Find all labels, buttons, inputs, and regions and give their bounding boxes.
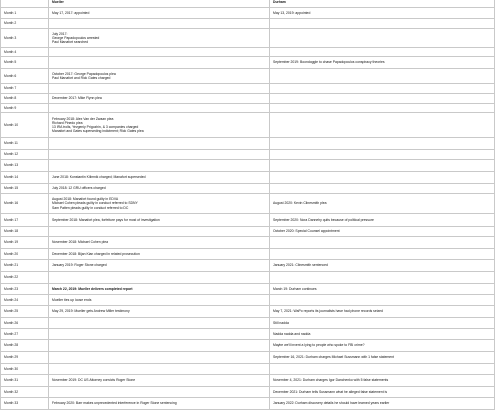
durham-event-text: January 2021: Clinesmith sentenced	[273, 263, 328, 268]
durham-event-text: Maybe we'll invent a lying to people who spoke to FBI crime?	[273, 343, 365, 348]
mueller-cell	[49, 84, 270, 94]
table-row	[1, 249, 495, 260]
durham-event-text: January 2022: Durham discovery details he should have learned years earlier	[273, 401, 390, 406]
mueller-cell	[49, 138, 270, 150]
durham-cell	[270, 172, 495, 184]
table-row	[1, 272, 495, 284]
mueller-event-text: Mueller ties up loose ends	[52, 297, 92, 302]
month-cell: Month 32	[1, 387, 49, 398]
month-cell: Month 29	[1, 352, 49, 364]
mueller-event-text: George Papadopoulos arrested	[52, 35, 100, 40]
month-cell: Month 6	[1, 69, 49, 84]
mueller-event-text: Paul Manafort searched	[52, 40, 88, 45]
table-row	[1, 318, 495, 329]
mueller-cell	[49, 398, 270, 410]
durham-event-text: September 2019: Boondoggle to chase Papadopoulos conspiracy theories	[273, 60, 385, 65]
durham-cell	[270, 364, 495, 375]
durham-event-text: Nadda nadda and nadda	[273, 331, 311, 336]
table-row	[1, 160, 495, 172]
durham-cell	[270, 306, 495, 318]
durham-cell	[270, 249, 495, 260]
table-body	[1, 8, 495, 410]
month-cell: Month 30	[1, 364, 49, 375]
durham-cell	[270, 329, 495, 340]
durham-cell	[270, 104, 495, 113]
durham-cell	[270, 69, 495, 84]
durham-cell	[270, 227, 495, 237]
header-month	[1, 0, 49, 8]
mueller-cell	[49, 329, 270, 340]
header-mueller: Mueller	[49, 0, 270, 8]
mueller-cell	[49, 113, 270, 138]
mueller-event-text: 13 IRA trolls, Yevgeniy Prigozhin, & 3 companies charged	[52, 125, 139, 129]
mueller-cell	[49, 340, 270, 352]
durham-cell	[270, 398, 495, 410]
mueller-cell	[49, 194, 270, 214]
table-row	[1, 375, 495, 387]
month-cell: Month 14	[1, 172, 49, 184]
mueller-event-text: November 2019: DC US Attorney convicts Roger Stone	[52, 378, 136, 383]
durham-cell	[270, 272, 495, 284]
month-cell: Month 26	[1, 318, 49, 329]
table-row	[1, 184, 495, 194]
month-cell: Month 27	[1, 329, 49, 340]
mueller-event-text: February 2018: Alex Van der Zwaan plea	[52, 116, 114, 121]
month-cell: Month 15	[1, 184, 49, 194]
month-cell: Month 7	[1, 84, 49, 94]
header-row	[1, 0, 495, 8]
month-cell: Month 4	[1, 48, 49, 57]
durham-cell	[270, 8, 495, 19]
mueller-event-text: December 2017: Mike Flynn plea	[52, 96, 102, 101]
mueller-cell	[49, 237, 270, 249]
durham-cell	[270, 138, 495, 150]
durham-event-text: August 2020: Kevin Clinesmith plea	[273, 201, 327, 206]
month-cell: Month 17	[1, 214, 49, 227]
table-row	[1, 295, 495, 306]
mueller-event-text: May 29, 2019: Mueller gets Andrew Miller testimony	[52, 309, 130, 314]
mueller-cell	[49, 8, 270, 19]
mueller-event-text: May 17, 2017: appointed	[52, 10, 90, 15]
month-cell: Month 8	[1, 94, 49, 104]
mueller-event-text: Paul Manafort and Rick Gates charged	[52, 76, 111, 80]
table-row	[1, 150, 495, 160]
mueller-event-text: February 2020: Barr makes unprecedented interference in Roger Stone sentencing	[52, 401, 177, 406]
durham-cell	[270, 94, 495, 104]
mueller-event-text: Sam Patten pleads guilty in conduct referred to DC	[52, 205, 129, 210]
mueller-event-text: August 2018: Manafort found guilty in EDVA	[52, 197, 119, 202]
mueller-cell	[49, 214, 270, 227]
month-cell: Month 21	[1, 260, 49, 272]
table-row	[1, 237, 495, 249]
mueller-cell	[49, 260, 270, 272]
durham-event-text: May 13, 2019: appointed	[273, 10, 311, 15]
mueller-cell	[49, 57, 270, 69]
mueller-cell	[49, 29, 270, 48]
month-cell: Month 24	[1, 295, 49, 306]
month-cell: Month 25	[1, 306, 49, 318]
durham-event-text: December 2021: Durham tells Sussmann what he alleged false statement is	[273, 389, 388, 394]
table-row	[1, 138, 495, 150]
table-row	[1, 172, 495, 184]
mueller-event-text: March 22, 2019: Mueller delivers completed report	[52, 286, 133, 291]
durham-cell	[270, 352, 495, 364]
mueller-cell	[49, 160, 270, 172]
table-row	[1, 29, 495, 48]
table-row	[1, 306, 495, 318]
table-row	[1, 84, 495, 94]
month-cell: Month 9	[1, 104, 49, 113]
mueller-event-text: December 2018: Bijan Kian charged in related prosecution	[52, 251, 140, 256]
month-cell: Month 31	[1, 375, 49, 387]
mueller-cell	[49, 104, 270, 113]
month-cell: Month 3	[1, 29, 49, 48]
durham-cell	[270, 113, 495, 138]
month-cell: Month 18	[1, 227, 49, 237]
table-row	[1, 260, 495, 272]
durham-cell	[270, 48, 495, 57]
mueller-cell	[49, 295, 270, 306]
durham-cell	[270, 19, 495, 29]
mueller-cell	[49, 364, 270, 375]
durham-cell	[270, 295, 495, 306]
table-row	[1, 340, 495, 352]
durham-event-text: Still nadda	[273, 320, 289, 325]
mueller-event-text: July 2017:	[52, 31, 68, 36]
table-row	[1, 194, 495, 214]
mueller-event-text: July 2018: 12 GRU officers charged	[52, 186, 106, 191]
month-cell: Month 13	[1, 160, 49, 172]
mueller-cell	[49, 272, 270, 284]
month-cell: Month 2	[1, 19, 49, 29]
mueller-event-text: Manafort and Gates superseding indictment; Rick Gates plea	[52, 129, 144, 134]
table-row	[1, 364, 495, 375]
durham-event-text: September 16, 2021: Durham charges Michael Sussmann with 1 false statement	[273, 355, 394, 360]
durham-cell	[270, 160, 495, 172]
mueller-cell	[49, 352, 270, 364]
mueller-event-text: January 2019: Roger Stone charged	[52, 263, 107, 268]
month-cell: Month 22	[1, 272, 49, 284]
mueller-cell	[49, 249, 270, 260]
table-row	[1, 387, 495, 398]
month-cell: Month 20	[1, 249, 49, 260]
durham-cell	[270, 150, 495, 160]
month-cell: Month 11	[1, 138, 49, 150]
mueller-cell	[49, 150, 270, 160]
mueller-cell	[49, 227, 270, 237]
table-row	[1, 57, 495, 69]
mueller-cell	[49, 184, 270, 194]
durham-cell	[270, 29, 495, 48]
durham-cell	[270, 387, 495, 398]
table-row	[1, 214, 495, 227]
mueller-cell	[49, 94, 270, 104]
month-cell: Month 10	[1, 113, 49, 138]
month-cell: Month 33	[1, 398, 49, 410]
mueller-event-text: Michael Cohen pleads guilty in conduct referred to SDNY	[52, 201, 138, 206]
month-cell: Month 28	[1, 340, 49, 352]
mueller-cell	[49, 375, 270, 387]
durham-cell	[270, 260, 495, 272]
mueller-cell	[49, 69, 270, 84]
table-row	[1, 284, 495, 295]
mueller-event-text: November 2018: Michael Cohen plea	[52, 240, 108, 245]
table-row	[1, 398, 495, 410]
table-row	[1, 8, 495, 19]
durham-cell	[270, 214, 495, 227]
durham-cell	[270, 284, 495, 295]
table-row	[1, 227, 495, 237]
durham-cell	[270, 57, 495, 69]
durham-cell	[270, 84, 495, 94]
durham-event-text: March 19: Durham continues	[273, 286, 317, 291]
month-cell: Month 1	[1, 8, 49, 19]
durham-cell	[270, 340, 495, 352]
durham-cell	[270, 318, 495, 329]
mueller-cell	[49, 19, 270, 29]
mueller-cell	[49, 172, 270, 184]
mueller-event-text: June 2018: Konstantin Kilimnik charged; Manafort superseded	[52, 175, 146, 180]
mueller-event-text: October 2017: George Papadopoulos plea	[52, 71, 116, 76]
durham-cell	[270, 184, 495, 194]
mueller-event-text: Richard Pinedo plea	[52, 120, 83, 125]
durham-event-text: May 7, 2021: WaPo reports its journalists have had phone records seized	[273, 309, 383, 314]
header-durham: Durham	[270, 0, 495, 8]
durham-event-text: September 2020: Nora Dannehy quits because of political pressure	[273, 217, 374, 222]
table-row	[1, 113, 495, 138]
mueller-cell	[49, 284, 270, 295]
mueller-cell	[49, 48, 270, 57]
mueller-event-text: September 2018: Manafort plea, forfeiture pays for most of investigation	[52, 217, 160, 222]
table-row	[1, 94, 495, 104]
table-row	[1, 19, 495, 29]
month-cell: Month 19	[1, 237, 49, 249]
table-row	[1, 352, 495, 364]
durham-cell	[270, 375, 495, 387]
month-cell: Month 16	[1, 194, 49, 214]
durham-event-text: November 4, 2021: Durham charges Igor Danchenko with 5 false statements	[273, 378, 389, 383]
month-cell: Month 5	[1, 57, 49, 69]
table-row	[1, 48, 495, 57]
month-cell: Month 12	[1, 150, 49, 160]
table-row	[1, 104, 495, 113]
table-row	[1, 69, 495, 84]
mueller-cell	[49, 318, 270, 329]
mueller-cell	[49, 387, 270, 398]
month-cell: Month 23	[1, 284, 49, 295]
durham-cell	[270, 237, 495, 249]
durham-cell	[270, 194, 495, 214]
mueller-cell	[49, 306, 270, 318]
table-row	[1, 329, 495, 340]
durham-event-text: October 2020: Special Counsel appointment	[273, 229, 340, 234]
